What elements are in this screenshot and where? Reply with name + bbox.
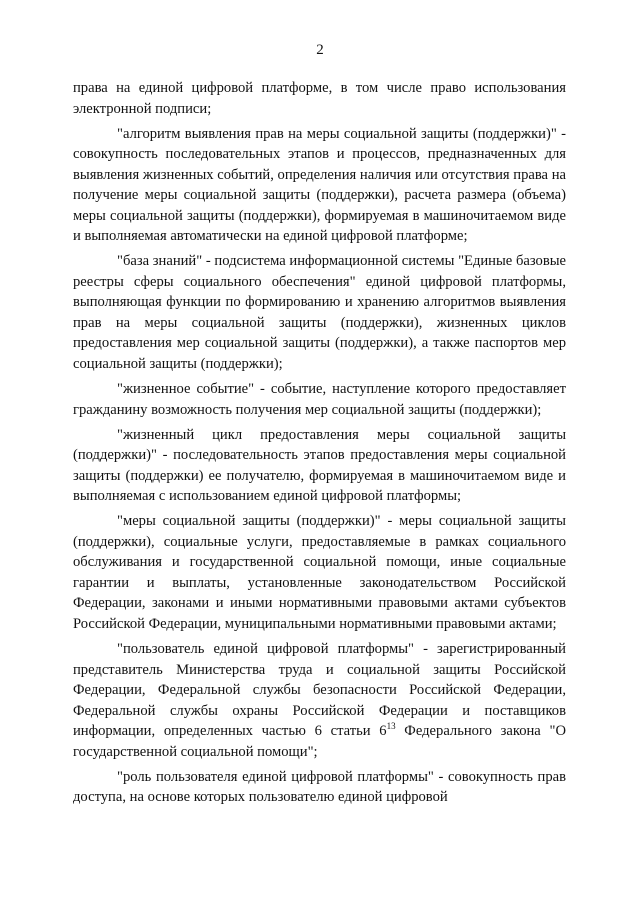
paragraph-support-measures-definition: "меры социальной защиты (поддержки)" - меры социальной защиты (поддержки), социальные услуги, предоставляемые в рамках социального обслуживания и государственной социальной помощи, иные социальные гарантии и выплаты, установленные законодательством Российской Федерации, законами и иными нормативными правовыми актами субъектов Российской Федерации, муниципальными нормативными правовыми актами; <box>73 513 566 632</box>
paragraph-life-cycle-definition: "жизненный цикл предоставления меры социальной защиты (поддержки)" - последовательность этапов предоставления меры социальной защиты (поддержки) ее получателю, формируемая в машиночитаемом виде и выполняемая с использованием единой цифровой платформы; <box>73 426 566 505</box>
platform-user-text-before: "пользователь единой цифровой платформы" - зарегистрированный представитель Министерства труда и социальной защиты Российской Федерации, Федеральной службы безопасности Российской Федерации, Федеральной службы охраны Российской Федерации и поставщиков информации, определенных частью 6 статьи 6 <box>73 641 566 740</box>
paragraph-user-role-definition: "роль пользователя единой цифровой платформы" - совокупность прав доступа, на основе которых пользователю единой цифровой <box>73 768 566 806</box>
paragraph-life-event-definition: "жизненное событие" - событие, наступление которого предоставляет гражданину возможность получения мер социальной защиты (поддержки); <box>73 381 566 418</box>
document-body <box>73 78 566 808</box>
article-superscript: 13 <box>386 721 396 732</box>
paragraph-knowledge-base-definition: "база знаний" - подсистема информационной системы "Единые базовые реестры сферы социального обеспечения" единой цифровой платформы, выполняющая функции по формированию и хранению алгоритмов выявления прав на меры социальной защиты (поддержки), жизненных циклов предоставления мер социальной защиты (поддержки), а также паспортов мер социальной защиты (поддержки); <box>73 253 566 372</box>
paragraph-rights-continuation: права на единой цифровой платформе, в том числе право использования электронной подписи; <box>73 80 566 117</box>
paragraph-algorithm-definition: "алгоритм выявления прав на меры социальной защиты (поддержки)" - совокупность последовательных этапов и процессов, предназначенных для выявления жизненных событий, определения наличия или отсутствия права на получение меры социальной защиты (поддержки), расчета размера (объема) меры социальной защиты (поддержки), формируемая в машиночитаемом виде и выполняемая автоматически на единой цифровой платформе; <box>73 125 566 245</box>
page-number: 2 <box>316 42 324 58</box>
platform-user-text-after: Федерального закона "О государственной социальной помощи"; <box>73 723 566 760</box>
paragraph-platform-user-definition <box>73 639 566 762</box>
